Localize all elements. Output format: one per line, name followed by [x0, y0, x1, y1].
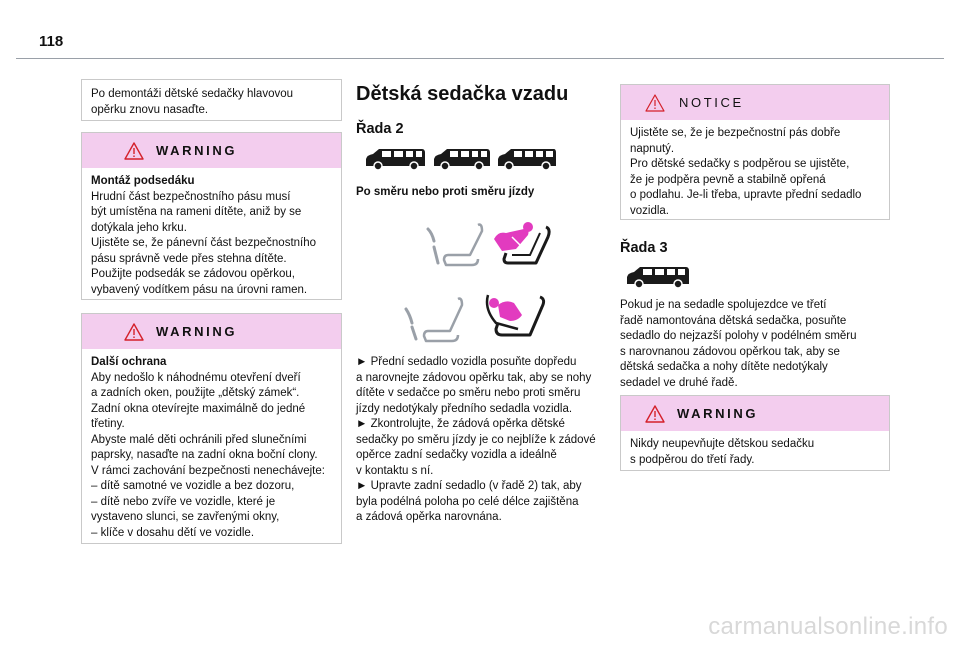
warning-box-3 [620, 395, 890, 471]
warning-body: Nikdy neupevňujte dětskou sedačku s podpěrou do třetí řady. [630, 438, 815, 466]
notice-title: NOTICE [679, 95, 744, 110]
warning-title: WARNING [156, 324, 238, 339]
row2-direction: Po směru nebo proti směru jízdy [356, 186, 535, 198]
warning-header [621, 396, 889, 431]
warning-box-1 [81, 132, 342, 300]
warning-title: WARNING [677, 406, 759, 421]
notice-triangle-icon [645, 94, 665, 112]
warning-header [82, 133, 341, 168]
warning-triangle-icon [645, 405, 665, 423]
plain-note-box [81, 79, 342, 121]
watermark: carmanualsonline.info [708, 613, 948, 640]
warning-body: Další ochrana Aby nedošlo k náhodnému otevření dveří a zadních oken, použijte „dětský zámek“. Zadní okna otevírejte maximálně do jedné třetiny. Abyste malé děti ochránili před slunečními paprsky, nasaďte na zadní okna boční clony. V rámci zachování bezpečnosti nenechávejte: – dítě samotné ve vozidle a bez dozoru, – dítě nebo zvíře ve vozidle, které je vystaveno slunci, se zavřenými okny, – klíče v dosahu dětí ve vozidle. [82, 349, 341, 547]
page-number: 118 [39, 33, 64, 50]
warning-heading: Montáž podsedáku [91, 175, 195, 187]
notice-box [620, 84, 890, 220]
row3-title: Řada 3 [620, 240, 668, 256]
warning-body: Montáž podsedáku Hrudní část bezpečnostního pásu musí být umístěna na rameni dítěte, aniž by se dotýkala jeho krku. Ujistěte se, že pánevní část bezpečnostního pásu správně vede přes stehna dítěte. Použijte podsedák se zádovou opěrkou, vybavený vodítkem pásu na úrovni ramen. [82, 168, 341, 304]
van-icon-mid [432, 146, 492, 172]
warning-header [82, 314, 341, 349]
row3-body: Pokud je na sedadle spolujezdce ve třetí řadě namontována dětská sedačka, posuňte sedadlo do nejzazší polohy v podélném směru s narovnanou zádovou opěrkou tak, aby se dětská sedačka a nohy dítěte nedotýkaly sedadel ve druhé řadě. [620, 299, 857, 389]
forward-facing-child-seat-figure [424, 219, 554, 274]
section-title: Dětská sedačka vzadu [356, 83, 569, 105]
warning-heading: Další ochrana [91, 356, 167, 368]
row2-title: Řada 2 [356, 121, 404, 137]
plain-note-text: Po demontáži dětské sedačky hlavovou opěrku znovu nasaďte. [91, 88, 294, 116]
warning-box-2 [81, 313, 342, 544]
notice-body: Ujistěte se, že je bezpečnostní pás dobře napnutý. Pro dětské sedačky s podpěrou se ujistěte, že je podpěra pevně a stabilně opřená o podlahu. Je-li třeba, upravte přední sedadlo vozidla. [630, 127, 862, 217]
van-icon-row3 [625, 264, 691, 290]
warning-triangle-icon [124, 142, 144, 160]
notice-header [621, 85, 889, 120]
van-icon-short [364, 146, 428, 172]
warning-triangle-icon [124, 323, 144, 341]
top-rule [16, 58, 944, 59]
warning-title: WARNING [156, 143, 238, 158]
rear-facing-child-seat-figure [400, 289, 550, 349]
van-icon-long [496, 146, 558, 172]
row2-body: ► Přední sedadlo vozidla posuňte dopředu a narovnejte zádovou opěrku tak, aby se nohy dítěte v sedačce po směru nebo proti směru jízdy nedotýkaly předního sedadla vozidla. ► Zkontrolujte, že zádová opěrka dětské sedačky po směru jízdy je co nejblíže k zádové opěrce zadní sedačky vozidla a ideálně v kontaktu s ní. ► Upravte zadní sedadlo (v řadě 2) tak, aby byla podélná poloha po celé délce zajištěna a zádová opěrka narovnána. [356, 356, 596, 523]
